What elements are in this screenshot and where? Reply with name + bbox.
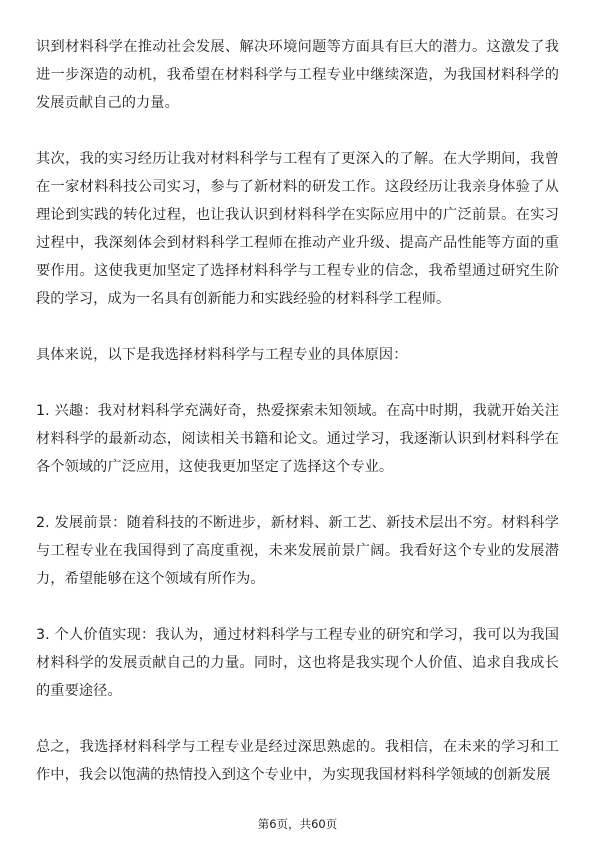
page-number-footer: 第6页，共60页	[257, 817, 338, 831]
paragraph-conclusion: 总之，我选择材料科学与工程专业是经过深思熟虑的。我相信，在未来的学习和工作中，我会以饱满的热情投入到这个专业中，为实现我国材料科学领域的创新发展	[36, 739, 559, 783]
paragraph-motivation-continued: 识到材料科学在推动社会发展、解决环境问题等方面具有巨大的潜力。这激发了我进一步深造的动机，我希望在材料科学与工程专业中继续深造，为我国材料科学的发展贡献自己的力量。	[36, 39, 559, 111]
paragraph-reason-personal-value: 3. 个人价值实现：我认为，通过材料科学与工程专业的研究和学习，我可以为我国材料科学的发展贡献自己的力量。同时，这也将是我实现个人价值、追求自我成长的重要途径。	[36, 627, 559, 699]
paragraph-reasons-intro: 具体来说，以下是我选择材料科学与工程专业的具体原因：	[36, 347, 408, 363]
paragraph-internship-experience: 其次，我的实习经历让我对材料科学与工程有了更深入的了解。在大学期间，我曾在一家材料科技公司实习，参与了新材料的研发工作。这段经历让我亲身体验了从理论到实践的转化过程，也让我认识到材料科学在实际应用中的广泛前景。在实习过程中，我深刻体会到材料科学工程师在推动产业升级、提高产品性能等方面的重要作用。这使我更加坚定了选择材料科学与工程专业的信念，我希望通过研究生阶段的学习，成为一名具有创新能力和实践经验的材料科学工程师。	[36, 151, 559, 307]
paragraph-reason-prospects: 2. 发展前景：随着科技的不断进步，新材料、新工艺、新技术层出不穷。材料科学与工程专业在我国得到了高度重视，未来发展前景广阔。我看好这个专业的发展潜力，希望能够在这个领域有所作为。	[36, 515, 559, 587]
paragraph-reason-interest: 1. 兴趣：我对材料科学充满好奇，热爱探索未知领域。在高中时期，我就开始关注材料科学的最新动态，阅读相关书籍和论文。通过学习，我逐渐认识到材料科学在各个领域的广泛应用，这使我更加坚定了选择这个专业。	[36, 403, 559, 475]
document-body	[36, 33, 559, 789]
